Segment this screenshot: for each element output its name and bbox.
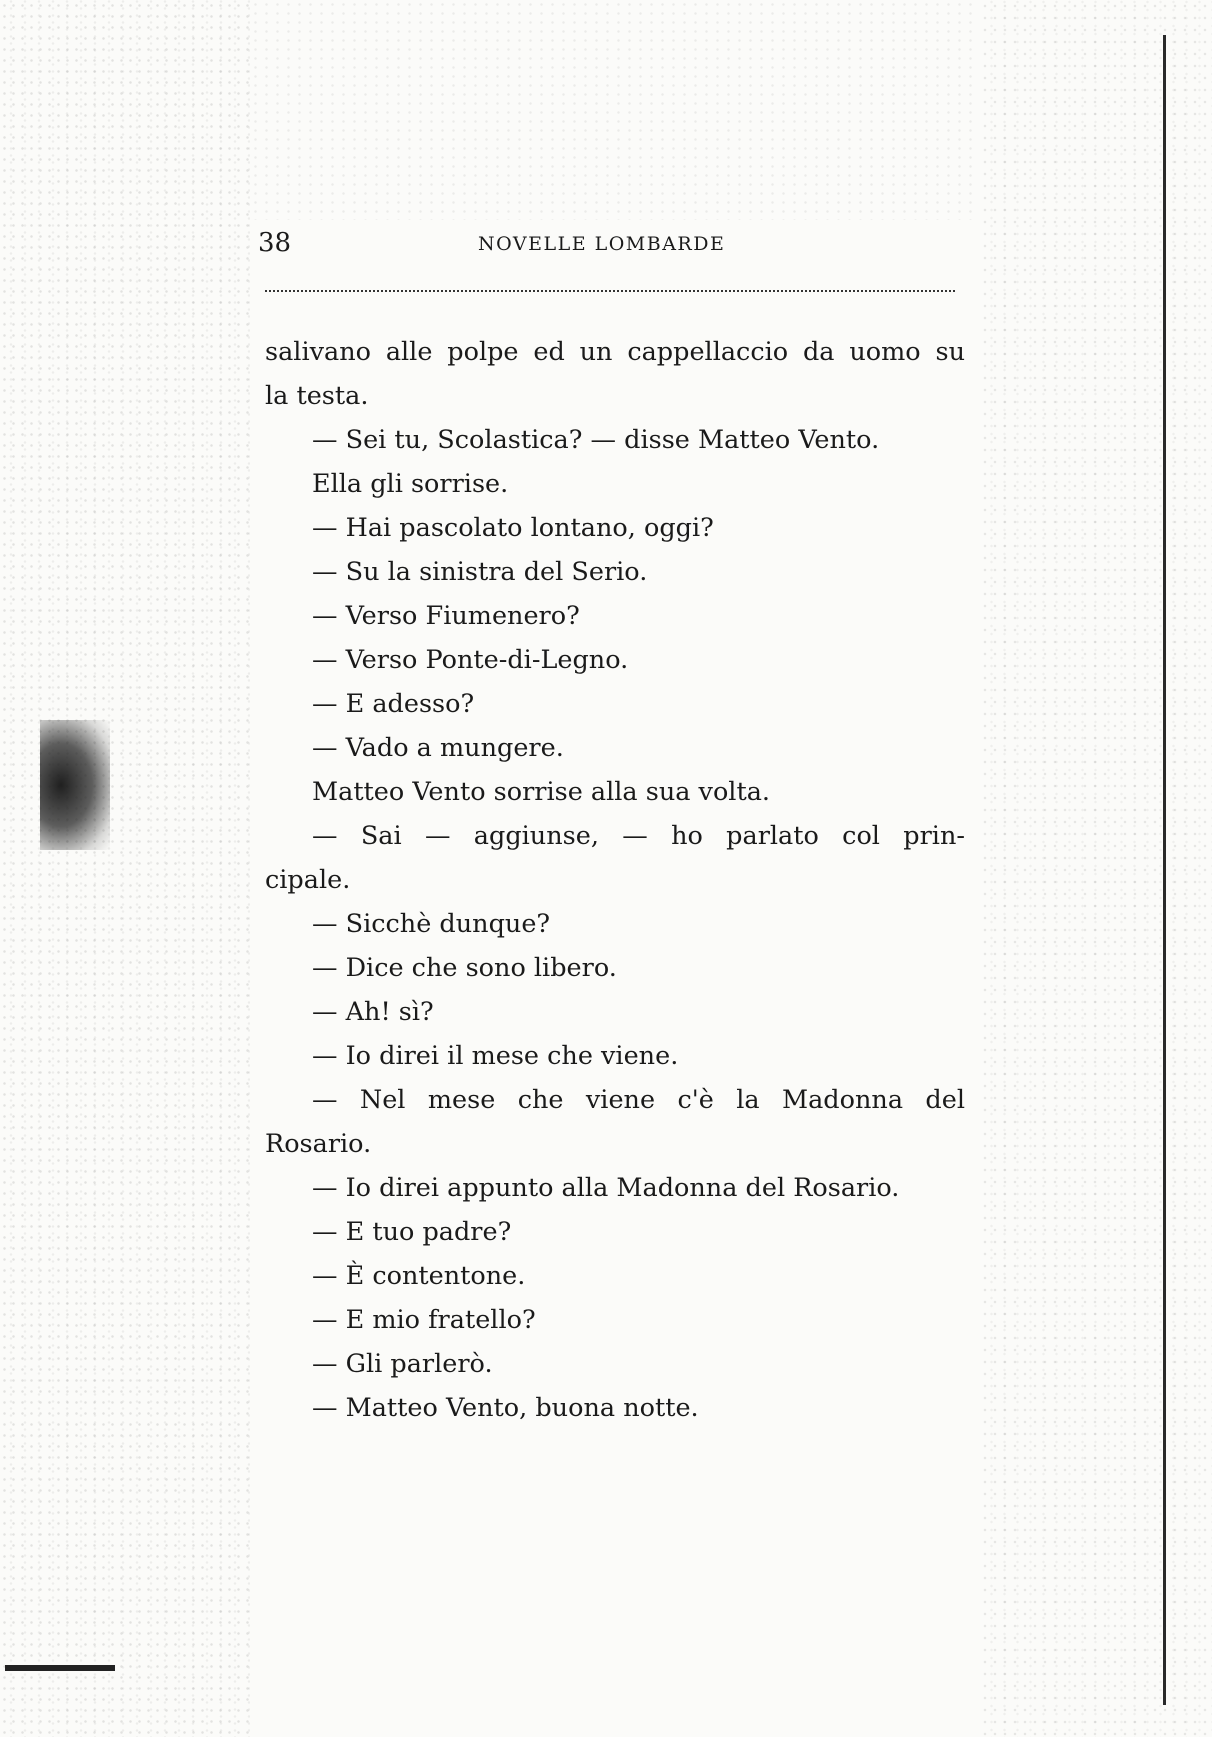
text-line: — Sei tu, Scolastica? — disse Matteo Vento. xyxy=(312,425,880,455)
text-line: la testa. xyxy=(265,381,369,411)
page-number: 38 xyxy=(258,228,292,258)
text-line: — Sai — aggiunse, — ho parlato col prin- xyxy=(312,821,965,851)
text-line: Ella gli sorrise. xyxy=(312,469,509,499)
text-line: — Verso Ponte-di-Legno. xyxy=(312,645,629,675)
text-line: — È contentone. xyxy=(312,1261,526,1291)
text-line: cipale. xyxy=(265,865,351,895)
body-text xyxy=(265,330,965,1430)
text-line: — Nel mese che viene c'è la Madonna del xyxy=(312,1085,965,1115)
text-line: — Vado a mungere. xyxy=(312,733,564,763)
page-corner-mark xyxy=(5,1665,115,1671)
text-line: Matteo Vento sorrise alla sua volta. xyxy=(312,777,771,807)
scan-noise-left xyxy=(0,0,250,1737)
text-line: — Io direi il mese che viene. xyxy=(312,1041,679,1071)
text-line: — Ah! sì? xyxy=(312,997,434,1027)
text-line: — E tuo padre? xyxy=(312,1217,512,1247)
text-line: — E adesso? xyxy=(312,689,475,719)
running-title: NOVELLE LOMBARDE xyxy=(478,233,726,255)
text-line: Rosario. xyxy=(265,1129,372,1159)
text-line: — Verso Fiumenero? xyxy=(312,601,580,631)
text-line: — Matteo Vento, buona notte. xyxy=(312,1393,699,1423)
header-rule xyxy=(265,290,955,292)
running-header xyxy=(258,228,958,268)
text-line: — Dice che sono libero. xyxy=(312,953,617,983)
text-line: salivano alle polpe ed un cappellaccio da uomo su xyxy=(265,337,965,367)
text-line: — Hai pascolato lontano, oggi? xyxy=(312,513,714,543)
scan-noise-right xyxy=(980,0,1212,1737)
page-edge-line xyxy=(1163,35,1166,1705)
text-line: — Sicchè dunque? xyxy=(312,909,551,939)
scan-smudge xyxy=(40,720,110,850)
text-line: — Io direi appunto alla Madonna del Rosario. xyxy=(312,1173,900,1203)
text-line: — E mio fratello? xyxy=(312,1305,536,1335)
text-line: — Su la sinistra del Serio. xyxy=(312,557,648,587)
text-line: — Gli parlerò. xyxy=(312,1349,493,1379)
scan-noise-top xyxy=(250,0,980,220)
